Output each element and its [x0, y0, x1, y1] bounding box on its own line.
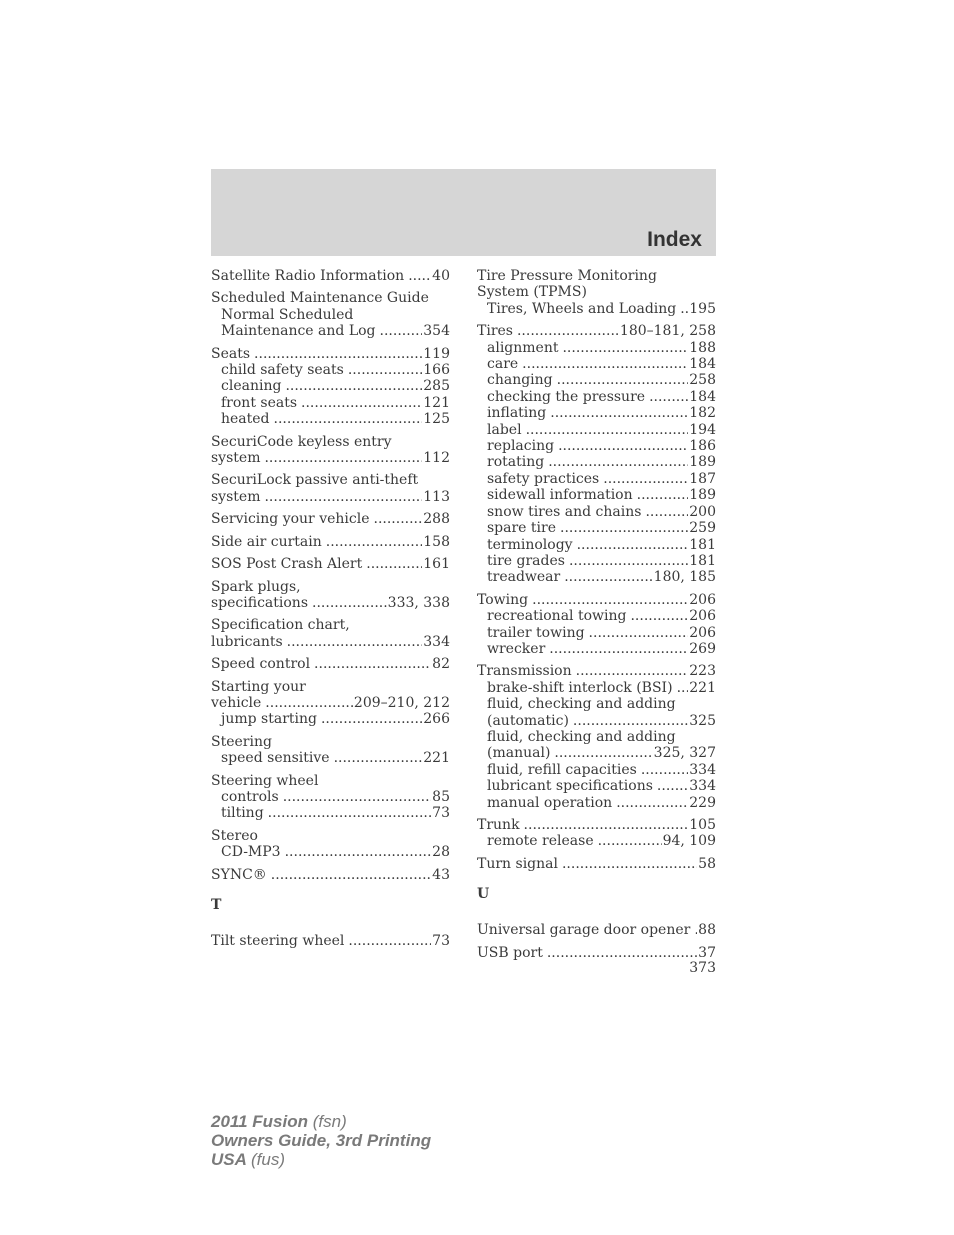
index-page-ref: 28	[432, 844, 450, 861]
index-term: Normal Scheduled	[221, 306, 354, 323]
index-page-ref: 181	[689, 536, 716, 553]
index-page-ref: 184	[689, 388, 716, 405]
index-page-ref: 58	[698, 855, 716, 872]
index-term: CD-MP3	[221, 844, 281, 861]
index-term: Specification chart,	[211, 617, 350, 634]
dot-leader	[526, 422, 689, 438]
index-page-ref: 73	[432, 805, 450, 822]
index-term: brake-shift interlock (BSI)	[487, 679, 673, 696]
index-term: Trunk	[477, 817, 520, 833]
index-term: Tires	[477, 323, 513, 340]
index-term: SYNC®	[211, 866, 267, 883]
index-subentry-line	[477, 569, 716, 585]
index-term: fluid, refill capacities	[487, 761, 637, 778]
index-entry	[211, 773, 450, 822]
index-subentry-line	[477, 745, 716, 761]
index-term: fluid, checking and adding	[487, 728, 676, 745]
index-subentry-line	[477, 641, 716, 657]
index-term: Tilt steering wheel	[211, 933, 345, 949]
index-page-ref: 206	[689, 608, 716, 625]
dot-leader	[589, 625, 689, 641]
dot-leader	[637, 487, 689, 503]
index-term: SOS Post Crash Alert	[211, 556, 363, 573]
index-subentry-line	[477, 537, 716, 553]
index-page-ref: 158	[423, 533, 450, 550]
index-page-ref: 166	[423, 362, 450, 379]
dot-leader	[380, 323, 423, 339]
index-term: sidewall information	[487, 487, 633, 504]
index-entry-line	[211, 773, 450, 789]
index-subentry-line	[211, 395, 450, 411]
index-subentry-line	[477, 356, 716, 372]
index-page-ref: 209–210, 212	[353, 694, 450, 711]
index-entry-line	[211, 679, 450, 695]
dot-leader	[287, 634, 423, 650]
index-entry	[211, 656, 450, 672]
index-entry-line	[477, 268, 716, 284]
index-page-ref: 43	[432, 866, 450, 883]
index-term: jump starting	[221, 711, 317, 728]
index-subentry-line	[477, 696, 716, 712]
dot-leader	[576, 663, 689, 679]
index-term: Universal garage door opener	[477, 922, 691, 939]
index-entry	[211, 472, 450, 505]
footer-region-code: (fus)	[251, 1150, 285, 1169]
index-entry	[477, 663, 716, 811]
index-entry-line	[477, 817, 716, 833]
index-page-ref: 184	[689, 356, 716, 373]
index-term: heated	[221, 411, 270, 428]
index-term: Transmission	[477, 663, 572, 680]
dot-leader	[550, 405, 688, 421]
dot-leader	[374, 511, 423, 527]
index-entry-line	[477, 945, 716, 961]
index-entry-line	[211, 290, 450, 306]
index-page-ref: 334	[689, 778, 716, 795]
index-subentry-line	[477, 504, 716, 520]
footer-model-code: (fsn)	[312, 1112, 347, 1131]
index-term: vehicle	[211, 694, 262, 711]
dot-leader	[348, 362, 422, 378]
index-page-ref: 325	[689, 712, 716, 729]
dot-leader	[645, 504, 688, 520]
index-subentry-line	[477, 680, 716, 696]
index-term: Turn signal	[477, 855, 558, 872]
index-entry	[211, 346, 450, 428]
index-subentry-line	[477, 487, 716, 503]
index-term: label	[487, 421, 522, 438]
index-page-ref: 113	[423, 488, 450, 505]
index-entry-line	[211, 556, 450, 572]
index-term: recreational towing	[487, 608, 627, 625]
footer-model: 2011 Fusion	[211, 1112, 308, 1131]
dot-leader	[603, 471, 688, 487]
index-entry	[477, 856, 716, 872]
dot-leader	[677, 680, 689, 696]
dot-leader	[547, 945, 697, 961]
index-term: child safety seats	[221, 362, 344, 379]
index-entry-line	[211, 511, 450, 527]
index-term: tire grades	[487, 552, 565, 569]
index-page-ref: 189	[689, 487, 716, 504]
index-term: lubricants	[211, 633, 283, 650]
dot-leader	[649, 389, 688, 405]
dot-leader	[524, 817, 689, 833]
index-term: USB port	[477, 944, 543, 961]
index-term: cleaning	[221, 378, 282, 395]
index-page-ref: 188	[689, 339, 716, 356]
index-page-ref: 40	[432, 268, 450, 284]
index-entry	[211, 434, 450, 467]
index-subentry-line	[477, 389, 716, 405]
index-term: Starting your	[211, 678, 306, 695]
dot-leader	[657, 778, 688, 794]
index-page-ref: 288	[423, 511, 450, 528]
index-entry-line	[211, 534, 450, 550]
index-term: System (TPMS)	[477, 284, 587, 301]
index-entry-line	[211, 695, 450, 711]
index-subentry-line	[211, 307, 450, 323]
index-entry	[211, 556, 450, 572]
dot-leader	[562, 340, 688, 356]
index-entry-line	[211, 268, 450, 284]
index-term: Steering	[211, 733, 272, 750]
index-page-ref: 269	[689, 640, 716, 657]
dot-leader	[517, 323, 619, 339]
index-subentry-line	[477, 553, 716, 569]
index-page-ref: 161	[423, 556, 450, 573]
index-page-ref: 119	[423, 345, 450, 362]
dot-leader	[557, 372, 689, 388]
index-term: manual operation	[487, 794, 613, 811]
dot-leader	[268, 805, 432, 821]
index-page-ref: 221	[423, 750, 450, 767]
index-page-ref: 206	[689, 591, 716, 608]
index-term: Satellite Radio Information	[211, 268, 405, 284]
index-page-ref: 354	[423, 323, 450, 340]
index-entry	[211, 579, 450, 612]
index-page-ref: 73	[432, 933, 450, 949]
dot-leader	[283, 789, 431, 805]
index-page-ref: 182	[689, 405, 716, 422]
dot-leader	[548, 454, 688, 470]
index-entry-line	[211, 346, 450, 362]
index-term: wrecker	[487, 640, 546, 657]
index-term: Side air curtain	[211, 533, 322, 550]
index-term: system	[211, 450, 261, 467]
index-entry-line	[211, 489, 450, 505]
index-term: care	[487, 356, 519, 373]
index-entry	[477, 592, 716, 658]
index-term: remote release	[487, 833, 594, 850]
index-subentry-line	[211, 711, 450, 727]
index-page-ref: 186	[689, 438, 716, 455]
index-term: replacing	[487, 438, 555, 455]
index-page-ref: 334	[423, 633, 450, 650]
index-term: rotating	[487, 454, 545, 471]
index-term: SecuriCode keyless entry	[211, 433, 392, 450]
index-entry-line	[211, 734, 450, 750]
index-page-ref: 221	[689, 679, 716, 696]
index-subentry-line	[211, 789, 450, 805]
index-term: Servicing your vehicle	[211, 511, 370, 528]
dot-leader	[285, 844, 432, 860]
index-entry	[211, 268, 450, 284]
index-subentry-line	[477, 713, 716, 729]
dot-leader	[271, 867, 431, 883]
index-entry	[211, 534, 450, 550]
index-page-ref: 266	[423, 711, 450, 728]
index-subentry-line	[477, 454, 716, 470]
index-subentry-line	[211, 378, 450, 394]
index-entry	[211, 290, 450, 339]
index-column-left	[211, 268, 450, 955]
index-entry	[211, 933, 450, 949]
index-page-ref: 181	[689, 552, 716, 569]
index-entry	[211, 828, 450, 861]
index-entry-line	[477, 856, 716, 872]
index-term: controls	[221, 788, 279, 805]
dot-leader	[641, 762, 688, 778]
footer-line-2: Owners Guide, 3rd Printing	[211, 1131, 432, 1150]
index-page-ref: 206	[689, 624, 716, 641]
index-page-ref: 200	[689, 503, 716, 520]
index-page-ref: 85	[432, 788, 450, 805]
index-subentry-line	[477, 340, 716, 356]
index-entry-line	[477, 323, 716, 339]
index-entry-line	[211, 450, 450, 466]
index-subentry-line	[477, 520, 716, 536]
index-page-ref: 189	[689, 454, 716, 471]
index-term: SecuriLock passive anti-theft	[211, 472, 419, 489]
index-entry-line	[211, 472, 450, 488]
dot-leader	[558, 438, 688, 454]
index-term: (manual)	[487, 745, 551, 762]
dot-leader	[326, 534, 423, 550]
index-term: safety practices	[487, 470, 600, 487]
dot-leader	[321, 711, 422, 727]
index-term: Seats	[211, 345, 251, 362]
index-page-ref: 258	[689, 372, 716, 389]
dot-leader	[532, 592, 688, 608]
index-page-ref: 325, 327	[653, 745, 716, 762]
index-subentry-line	[477, 438, 716, 454]
index-term: terminology	[487, 536, 573, 553]
index-term: alignment	[487, 339, 559, 356]
index-term: front seats	[221, 394, 298, 411]
dot-leader	[598, 833, 662, 849]
index-term: changing	[487, 372, 553, 389]
index-term: Scheduled Maintenance Guide	[211, 290, 429, 307]
index-term: Speed control	[211, 656, 311, 673]
index-term: Spark plugs,	[211, 578, 301, 595]
index-page-ref: 37	[698, 944, 716, 961]
dot-leader	[334, 750, 423, 766]
dot-leader	[408, 268, 431, 284]
index-entry-line	[477, 284, 716, 300]
dot-leader	[285, 378, 422, 394]
index-subentry-line	[477, 405, 716, 421]
index-page-ref: 223	[689, 663, 716, 680]
index-entry	[477, 945, 716, 961]
index-term: Maintenance and Log	[221, 323, 376, 340]
index-subentry-line	[211, 844, 450, 860]
index-page-ref: 195	[689, 300, 716, 317]
index-subentry-line	[477, 762, 716, 778]
index-entry-line	[211, 579, 450, 595]
index-page-ref: 82	[432, 656, 450, 673]
index-subentry-line	[211, 323, 450, 339]
dot-leader	[314, 656, 431, 672]
index-entry	[211, 617, 450, 650]
index-subentry-line	[211, 362, 450, 378]
index-entry-line	[211, 434, 450, 450]
index-subentry-line	[211, 805, 450, 821]
index-letter-heading: U	[477, 886, 490, 903]
index-letter-heading: T	[211, 897, 222, 913]
index-entry	[477, 817, 716, 850]
index-entry	[477, 268, 716, 317]
index-entry-line	[477, 922, 716, 938]
index-page-ref: 333, 338	[387, 594, 450, 611]
dot-leader	[616, 795, 688, 811]
index-term: Steering wheel	[211, 772, 319, 789]
dot-leader	[264, 450, 422, 466]
index-term: inflating	[487, 405, 547, 422]
index-entry-line	[211, 828, 450, 844]
index-term: system	[211, 488, 261, 505]
index-page-ref: 259	[689, 520, 716, 537]
index-page-ref: 121	[423, 394, 450, 411]
dot-leader	[569, 553, 688, 569]
dot-leader	[254, 346, 422, 362]
index-term: Tires, Wheels and Loading	[487, 300, 677, 317]
footer-line-1	[211, 1112, 431, 1131]
dot-leader	[554, 745, 652, 761]
dot-leader	[348, 933, 431, 949]
index-page-ref: 187	[689, 470, 716, 487]
index-entry-line	[211, 656, 450, 672]
dot-leader	[694, 922, 697, 938]
index-term: trailer towing	[487, 624, 585, 641]
index-entry	[477, 323, 716, 586]
page-title: Index	[647, 228, 702, 251]
index-entry-line	[211, 867, 450, 883]
footer-line-3	[211, 1150, 431, 1169]
dot-leader	[265, 695, 353, 711]
index-subentry-line	[211, 411, 450, 427]
dot-leader	[630, 608, 688, 624]
header-band	[211, 169, 716, 256]
dot-leader	[680, 301, 688, 317]
index-entry	[477, 922, 716, 938]
index-subentry-line	[477, 833, 716, 849]
index-page-ref: 334	[689, 761, 716, 778]
index-term: specifications	[211, 594, 309, 611]
index-term: tilting	[221, 805, 264, 822]
index-subentry-line	[477, 778, 716, 794]
index-entry-line	[211, 933, 450, 949]
index-entry-line	[211, 595, 450, 611]
index-term: lubricant specifications	[487, 778, 653, 795]
dot-leader	[549, 641, 688, 657]
dot-leader	[573, 713, 688, 729]
index-entry	[211, 867, 450, 883]
index-subentry-line	[477, 625, 716, 641]
index-subentry-line	[211, 750, 450, 766]
index-term: Towing	[477, 591, 529, 608]
index-subentry-line	[477, 795, 716, 811]
dot-leader	[312, 595, 387, 611]
page-number: 373	[689, 960, 716, 976]
index-term: treadwear	[487, 569, 561, 586]
index-term: checking the pressure	[487, 388, 646, 405]
dot-leader	[264, 489, 422, 505]
dot-leader	[366, 556, 422, 572]
index-subentry-line	[477, 608, 716, 624]
index-entry	[211, 679, 450, 728]
index-page-ref: 88	[698, 922, 716, 939]
dot-leader	[577, 537, 689, 553]
dot-leader	[274, 411, 423, 427]
index-page-ref: 105	[689, 817, 716, 833]
index-page-ref: 112	[423, 450, 450, 467]
index-subentry-line	[477, 729, 716, 745]
index-subentry-line	[477, 422, 716, 438]
index-term: speed sensitive	[221, 750, 330, 767]
index-entry	[211, 734, 450, 767]
index-entry-line	[477, 592, 716, 608]
index-page-ref: 229	[689, 794, 716, 811]
index-column-right	[477, 268, 716, 967]
index-page-ref: 94, 109	[662, 833, 716, 850]
index-entry	[211, 511, 450, 527]
index-subentry-line	[477, 301, 716, 317]
index-page-ref: 194	[689, 421, 716, 438]
index-term: fluid, checking and adding	[487, 696, 676, 713]
index-entry-line	[477, 663, 716, 679]
index-term: (automatic)	[487, 712, 569, 729]
dot-leader	[562, 856, 697, 872]
index-term: snow tires and chains	[487, 503, 642, 520]
index-page-ref: 285	[423, 378, 450, 395]
index-term: Tire Pressure Monitoring	[477, 268, 657, 284]
index-page-ref: 125	[423, 411, 450, 428]
index-subentry-line	[477, 372, 716, 388]
index-page-ref: 180–181, 258	[619, 323, 716, 340]
dot-leader	[564, 569, 652, 585]
index-entry-line	[211, 617, 450, 633]
index-term: Stereo	[211, 827, 258, 844]
index-page-ref: 180, 185	[653, 569, 716, 586]
index-subentry-line	[477, 471, 716, 487]
footer-region: USA	[211, 1150, 247, 1169]
dot-leader	[560, 520, 688, 536]
footer	[211, 1112, 431, 1169]
dot-leader	[301, 395, 422, 411]
index-term: spare tire	[487, 520, 557, 537]
index-entry-line	[211, 634, 450, 650]
dot-leader	[522, 356, 688, 372]
